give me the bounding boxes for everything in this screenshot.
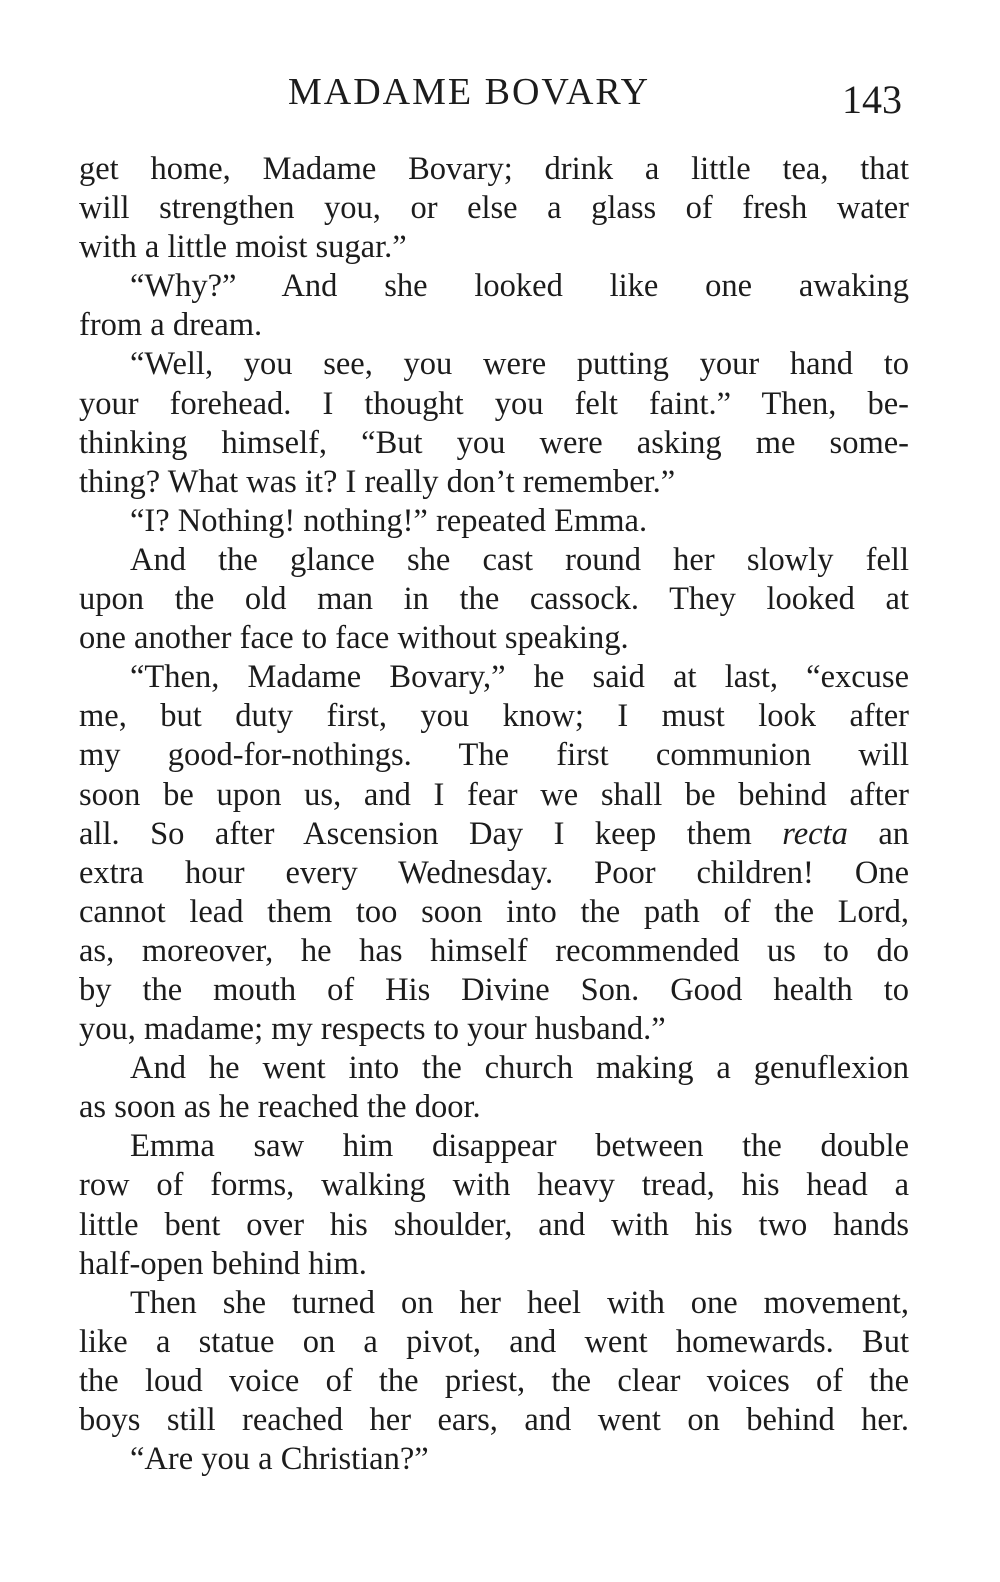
text-line: [79, 736, 909, 775]
text-line-content: from a dream.: [79, 307, 263, 344]
text-line: [79, 385, 909, 424]
text-line-content: thing? What was it? I really don’t remember.”: [79, 463, 676, 500]
text-line: [79, 854, 909, 893]
text-line: [79, 541, 909, 580]
text-line: [79, 1440, 909, 1479]
text-line-content: extra hour every Wednesday. Poor children! One: [79, 854, 909, 891]
text-line: [79, 424, 909, 463]
text-line: [79, 1166, 909, 1205]
text-line: [79, 1088, 909, 1127]
text-line-content: soon be upon us, and I fear we shall be behind after: [79, 776, 909, 813]
italic-word: recta: [782, 815, 848, 852]
text-line: [79, 150, 909, 189]
text-line-content: And the glance she cast round her slowly fell: [130, 541, 909, 578]
text-line-content: the loud voice of the priest, the clear voices of the: [79, 1362, 909, 1399]
text-body: [79, 150, 909, 1479]
text-line-content: cannot lead them too soon into the path of the Lord,: [79, 893, 909, 930]
text-line: [79, 658, 909, 697]
text-line-content: “Then, Madame Bovary,” he said at last, “excuse: [130, 659, 909, 696]
text-line-content: get home, Madame Bovary; drink a little tea, that: [79, 151, 909, 187]
text-line-content: half-open behind him.: [79, 1245, 367, 1282]
text-line-content: as, moreover, he has himself recommended us to do: [79, 932, 909, 969]
text-line-content: “Are you a Christian?”: [130, 1441, 429, 1478]
text-line: [79, 971, 909, 1010]
text-line: [79, 1401, 909, 1440]
text-line: [79, 1010, 909, 1049]
text-line: [79, 1323, 909, 1362]
text-line-content: all. So after Ascension Day I keep them: [79, 815, 783, 852]
text-line: [79, 502, 909, 541]
text-line-content: “Well, you see, you were putting your hand to: [130, 346, 909, 383]
text-line: [79, 345, 909, 384]
text-line-content: my good-for-nothings. The first communion will: [79, 737, 909, 774]
text-line: [79, 1206, 909, 1245]
text-line: [79, 189, 909, 228]
text-line-content: thinking himself, “But you were asking me some-: [79, 424, 909, 461]
text-line: [79, 697, 909, 736]
text-line: [79, 463, 909, 502]
running-title: MADAME BOVARY: [288, 71, 651, 113]
text-line-content: upon the old man in the cassock. They looked at: [79, 581, 909, 618]
text-line-content: And he went into the church making a genuflexion: [130, 1050, 909, 1087]
text-line: [79, 228, 909, 267]
text-line-content: with a little moist sugar.”: [79, 229, 407, 266]
text-line-content: one another face to face without speaking.: [79, 620, 629, 657]
text-line: [79, 1049, 909, 1088]
page-number: 143: [842, 77, 902, 122]
text-line: [79, 619, 909, 658]
text-line-content: your forehead. I thought you felt faint.” Then, be-: [79, 385, 909, 422]
text-line-content: by the mouth of His Divine Son. Good health to: [79, 971, 909, 1008]
text-line-content: me, but duty first, you know; I must look after: [79, 698, 909, 735]
text-line: [79, 893, 909, 932]
text-line: [79, 1362, 909, 1401]
text-line: [79, 1284, 909, 1323]
text-line-content: “Why?” And she looked like one awaking: [130, 268, 909, 305]
text-line: [79, 932, 909, 971]
text-line-content: “I? Nothing! nothing!” repeated Emma.: [130, 502, 648, 539]
text-line-content: you, madame; my respects to your husband.”: [79, 1011, 666, 1048]
text-line-content: boys still reached her ears, and went on behind her.: [79, 1402, 909, 1438]
text-line-content: will strengthen you, or else a glass of fresh water: [79, 190, 909, 227]
text-line: [79, 815, 909, 854]
text-line-content: row of forms, walking with heavy tread, his head a: [79, 1167, 909, 1204]
text-line: [79, 306, 909, 345]
text-line-content: Then she turned on her heel with one movement,: [130, 1284, 909, 1321]
text-line-content: little bent over his shoulder, and with his two hands: [79, 1206, 909, 1243]
text-line: [79, 1127, 909, 1166]
text-line-content: as soon as he reached the door.: [79, 1089, 481, 1126]
page-header: [0, 62, 1000, 122]
text-line: [79, 1245, 909, 1284]
text-line-tail: an: [847, 815, 909, 852]
text-line-content: Emma saw him disappear between the double: [130, 1128, 909, 1165]
text-line: [79, 776, 909, 815]
text-line: [79, 580, 909, 619]
text-line: [79, 267, 909, 306]
text-line-content: like a statue on a pivot, and went homewards. But: [79, 1323, 909, 1360]
